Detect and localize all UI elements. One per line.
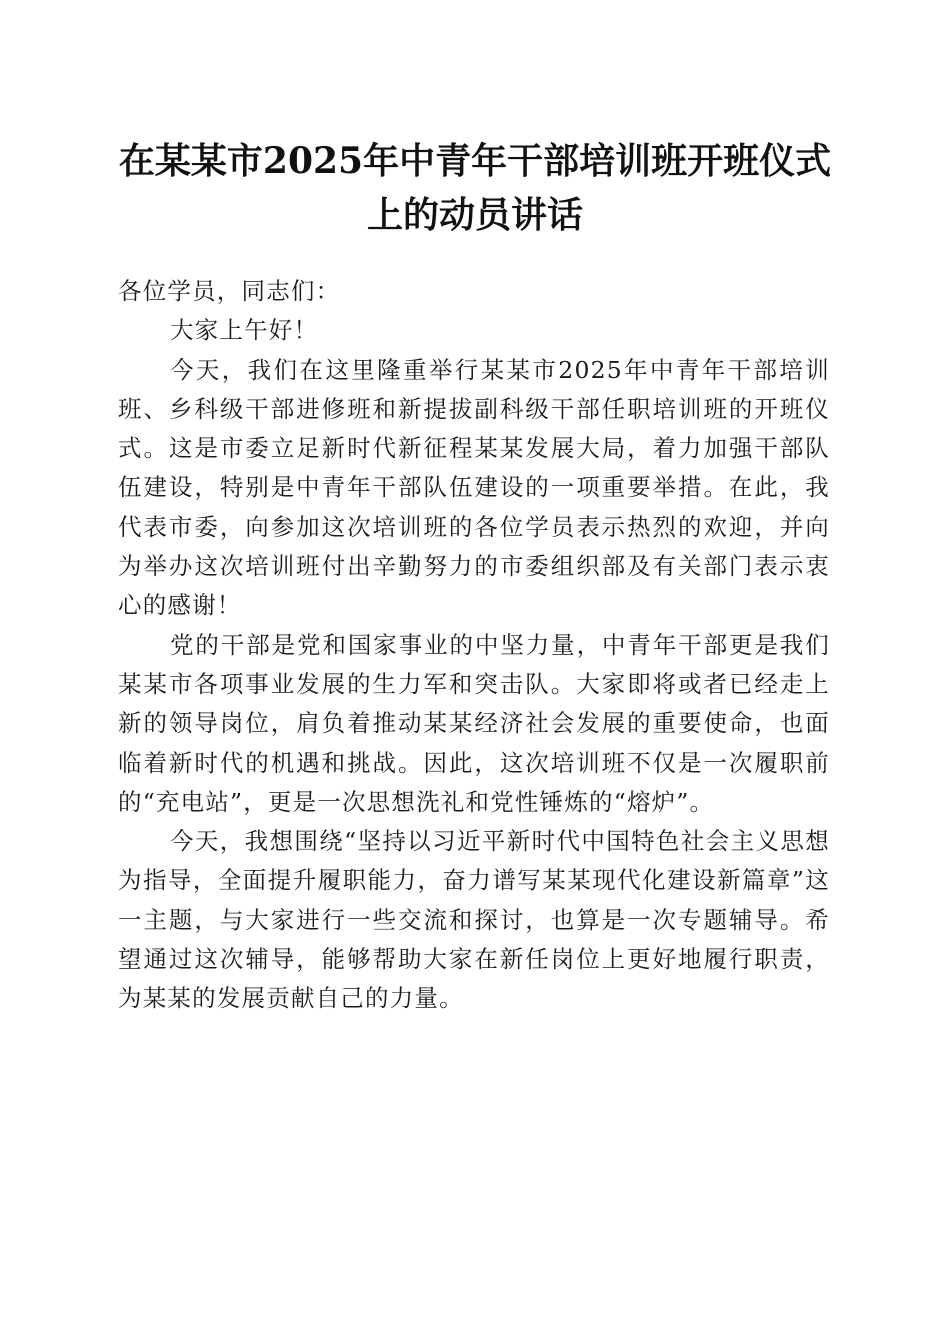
paragraph-theme: 今天，我想围绕“坚持以习近平新时代中国特色社会主义思想为指导，全面提升履职能力，奋力谱写某某现代化建设新篇章”这一主题，与大家进行一些交流和探讨，也算是一次专题辅导。希望通过这次辅导，能够帮助大家在新任岗位上更好地履行职责，为某某的发展贡献自己的力量。: [118, 827, 830, 1013]
document-body: [118, 272, 830, 1019]
paragraph-opening: 今天，我们在这里隆重举行某某市2025年中青年干部培训班、乡科级干部进修班和新提拔副科级干部任职培训班的开班仪式。这是市委立足新时代新征程某某发展大局，着力加强干部队伍建设，特别是中青年干部队伍建设的一项重要举措。在此，我代表市委，向参加这次培训班的各位学员表示热烈的欢迎，并向为举办这次培训班付出辛勤努力的市委组织部及有关部门表示衷心的感谢！: [118, 355, 830, 620]
paragraph-greeting: 大家上午好！: [170, 316, 319, 345]
title-line-1: 在某某市2025年中青年干部培训班开班仪式: [118, 140, 832, 182]
salutation: 各位学员，同志们：: [118, 277, 341, 305]
title-line-2: 上的动员讲话: [366, 194, 583, 236]
document-title: [110, 134, 840, 242]
paragraph-cadres: 党的干部是党和国家事业的中坚力量，中青年干部更是我们某某市各项事业发展的生力军和突击队。大家即将或者已经走上新的领导岗位，肩负着推动某某经济社会发展的重要使命，也面临着新时代的机遇和挑战。因此，这次培训班不仅是一次履职前的“充电站”，更是一次思想洗礼和党性锤炼的“熔炉”。: [118, 630, 830, 816]
